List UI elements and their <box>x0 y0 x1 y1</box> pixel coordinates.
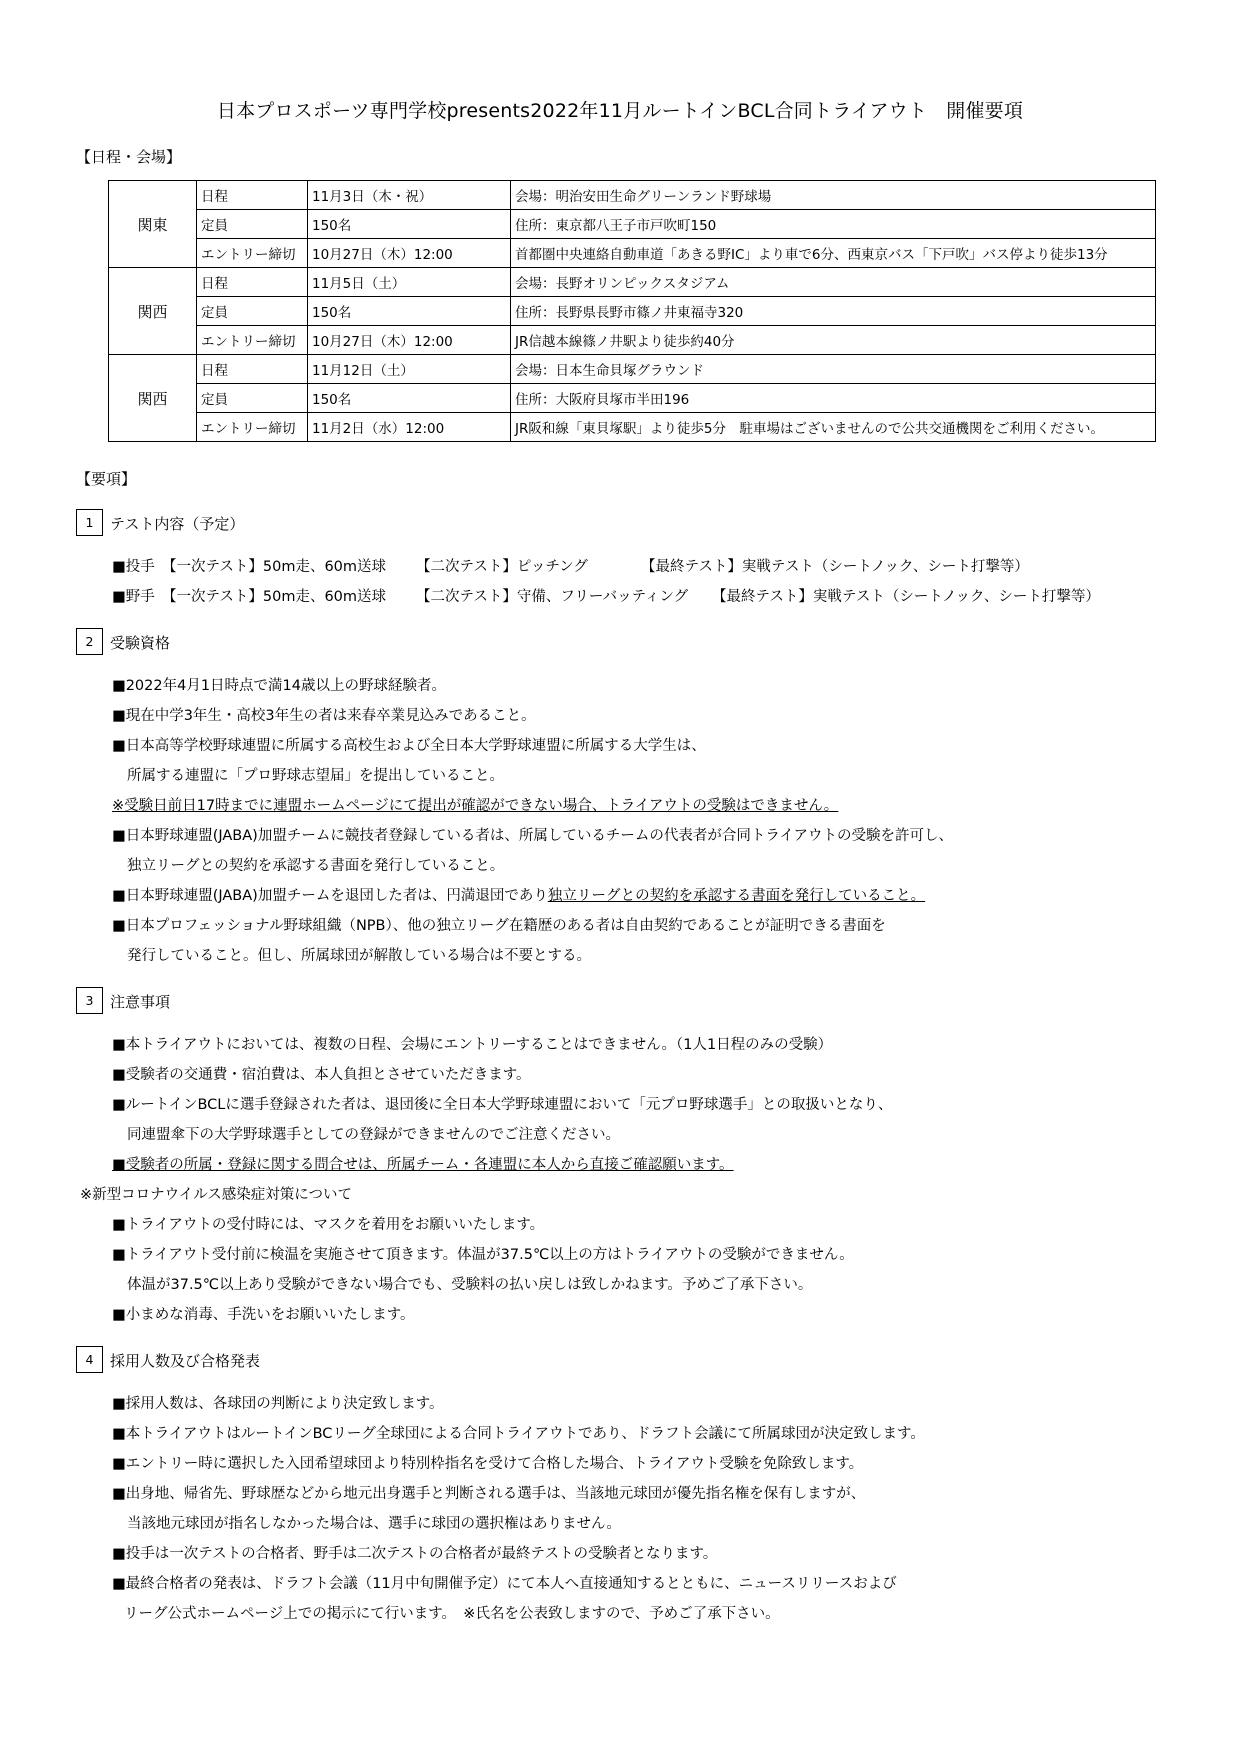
row-info: 会場：長野オリンピックスタジアム <box>511 268 1156 297</box>
pitcher-second: 【二次テスト】ピッチング <box>416 559 588 575</box>
eligibility-line: ■2022年4月1日時点で満14歳以上の野球経験者。 <box>112 678 447 694</box>
pitcher-line <box>112 555 1029 576</box>
region-cell: 関西 <box>109 355 197 442</box>
page-title: 日本プロスポーツ専門学校presents2022年11月ルートインBCL合同トライアウト 開催要項 <box>216 100 1024 122</box>
announcement-line: ■本トライアウトはルートインBCリーグ全球団による合同トライアウトであり、ドラフト会議にて所属球団が決定致します。 <box>112 1426 925 1442</box>
eligibility-line: ■日本プロフェッショナル野球組織（NPB）、他の独立リーグ在籍歴のある者は自由契約であることが証明できる書面を <box>112 918 886 934</box>
notice-line: ■受験者の交通費・宿泊費は、本人負担とさせていただきます。 <box>112 1067 531 1083</box>
row-value: 10月27日（木）12:00 <box>308 326 511 355</box>
region-cell: 関西 <box>109 268 197 355</box>
fielder-first: ■野手 【一次テスト】50m走、60m送球 <box>112 589 387 605</box>
row-label: 定員 <box>197 384 308 413</box>
announcement-line: ■出身地、帰省先、野球歴などから地元出身選手と判断される選手は、当該地元球団が優先指名権を保有しますが、 <box>112 1486 866 1502</box>
notice-line: ■本トライアウトにおいては、複数の日程、会場にエントリーすることはできません。（1人1日程のみの受験） <box>112 1037 833 1053</box>
row-info: JR信越本線篠ノ井駅より徒歩約40分 <box>511 326 1156 355</box>
row-info: 住所：大阪府貝塚市半田196 <box>511 384 1156 413</box>
eligibility-text: ■日本野球連盟(JABA)加盟チームを退団した者は、円満退団であり <box>112 888 548 904</box>
eligibility-line: 独立リーグとの契約を承認する書面を発行していること。 <box>127 858 505 874</box>
row-value: 11月5日（土） <box>308 268 511 297</box>
row-value: 11月2日（水）12:00 <box>308 413 511 442</box>
row-label: 日程 <box>197 268 308 297</box>
notice-line: ■ルートインBCLに選手登録された者は、退団後に全日本大学野球連盟において「元プロ野球選手」との取扱いとなり、 <box>112 1097 893 1113</box>
notice-line: ■小まめな消毒、手洗いをお願いいたします。 <box>112 1307 415 1323</box>
fielder-second: 【二次テスト】守備、フリーバッティング <box>416 589 689 605</box>
section-title: 注意事項 <box>110 993 171 1011</box>
section-number: 3 <box>76 987 103 1014</box>
fielder-final: 【最終テスト】実戦テスト（シートノック、シート打撃等） <box>712 589 1100 605</box>
section-number: 2 <box>76 628 103 655</box>
row-info: 住所：東京都八王子市戸吹町150 <box>511 210 1156 239</box>
announcement-line: リーグ公式ホームページ上での掲示にて行います。 ※氏名を公表致しますので、予めご了承下さい。 <box>124 1606 780 1622</box>
eligibility-line: ■現在中学3年生・高校3年生の者は来春卒業見込みであること。 <box>112 708 536 724</box>
announcement-line: ■投手は一次テストの合格者、野手は二次テストの合格者が最終テストの受験者となります。 <box>112 1546 718 1562</box>
row-value: 150名 <box>308 384 511 413</box>
row-info: 首都圏中央連絡自動車道「あきる野IC」より車で6分、西東京バス「下戸吹」バス停より徒歩13分 <box>511 239 1156 268</box>
schedule-table <box>108 180 1156 442</box>
section-number: 4 <box>76 1346 103 1373</box>
notice-line: 体温が37.5℃以上あり受験ができない場合でも、受験料の払い戻しは致しかねます。予めご了承下さい。 <box>127 1277 813 1293</box>
eligibility-line: 所属する連盟に「プロ野球志望届」を提出していること。 <box>127 768 504 784</box>
row-value: 11月12日（土） <box>308 355 511 384</box>
announcement-line: 当該地元球団が指名しなかった場合は、選手に球団の選択権はありません。 <box>127 1516 621 1532</box>
row-label: 日程 <box>197 181 308 210</box>
fielder-line <box>112 585 1100 606</box>
row-info: JR阪和線「東貝塚駅」より徒歩5分 駐車場はございませんので公共交通機関をご利用ください。 <box>511 413 1156 442</box>
announcement-line: ■最終合格者の発表は、ドラフト会議（11月中旬開催予定）にて本人へ直接通知するとともに、ニュースリリースおよび <box>112 1576 897 1592</box>
row-info: 住所：長野県長野市篠ノ井東福寺320 <box>511 297 1156 326</box>
row-label: 定員 <box>197 210 308 239</box>
covid-heading: ※新型コロナウイルス感染症対策について <box>80 1187 352 1203</box>
row-label: エントリー締切 <box>197 326 308 355</box>
row-label: エントリー締切 <box>197 413 308 442</box>
requirements-header: 【要項】 <box>76 470 137 488</box>
eligibility-line <box>112 884 925 905</box>
eligibility-line: ■日本野球連盟(JABA)加盟チームに競技者登録している者は、所属しているチームの代表者が合同トライアウトの受験を許可し、 <box>112 828 953 844</box>
section-title: 採用人数及び合格発表 <box>110 1352 261 1370</box>
eligibility-line: 発行していること。但し、所属球団が解散している場合は不要とする。 <box>127 948 591 964</box>
eligibility-underlined: 独立リーグとの契約を承認する書面を発行していること。 <box>547 888 926 904</box>
eligibility-note: ※受験日前日17時までに連盟ホームページにて提出が確認ができない場合、トライアウトの受験はできません。 <box>112 798 839 814</box>
row-label: エントリー締切 <box>197 239 308 268</box>
section-title: 受験資格 <box>110 634 171 652</box>
row-value: 150名 <box>308 297 511 326</box>
section-number: 1 <box>76 509 103 536</box>
eligibility-line: ■日本高等学校野球連盟に所属する高校生および全日本大学野球連盟に所属する大学生は、 <box>112 738 706 754</box>
notice-line: ■トライアウトの受付時には、マスクを着用をお願いいたします。 <box>112 1217 545 1233</box>
row-value: 10月27日（木）12:00 <box>308 239 511 268</box>
schedule-header: 【日程・会場】 <box>76 148 182 166</box>
row-info: 会場：日本生命貝塚グラウンド <box>511 355 1156 384</box>
announcement-line: ■採用人数は、各球団の判断により決定致します。 <box>112 1396 444 1412</box>
row-value: 11月3日（木・祝） <box>308 181 511 210</box>
pitcher-first: ■投手 【一次テスト】50m走、60m送球 <box>112 559 387 575</box>
notice-line: ■トライアウト受付前に検温を実施させて頂きます。体温が37.5℃以上の方はトライアウトの受験ができません。 <box>112 1247 854 1263</box>
notice-line: 同連盟傘下の大学野球選手としての登録ができませんのでご注意ください。 <box>127 1127 620 1143</box>
section-title: テスト内容（予定） <box>110 515 245 533</box>
row-info: 会場：明治安田生命グリーンランド野球場 <box>511 181 1156 210</box>
pitcher-final: 【最終テスト】実戦テスト（シートノック、シート打撃等） <box>641 559 1029 575</box>
row-label: 定員 <box>197 297 308 326</box>
announcement-line: ■エントリー時に選択した入団希望球団より特別枠指名を受けて合格した場合、トライアウト受験を免除致します。 <box>112 1456 864 1472</box>
region-cell: 関東 <box>109 181 197 268</box>
row-value: 150名 <box>308 210 511 239</box>
notice-line: ■受験者の所属・登録に関する問合せは、所属チーム・各連盟に本人から直接ご確認願います。 <box>112 1157 734 1173</box>
row-label: 日程 <box>197 355 308 384</box>
